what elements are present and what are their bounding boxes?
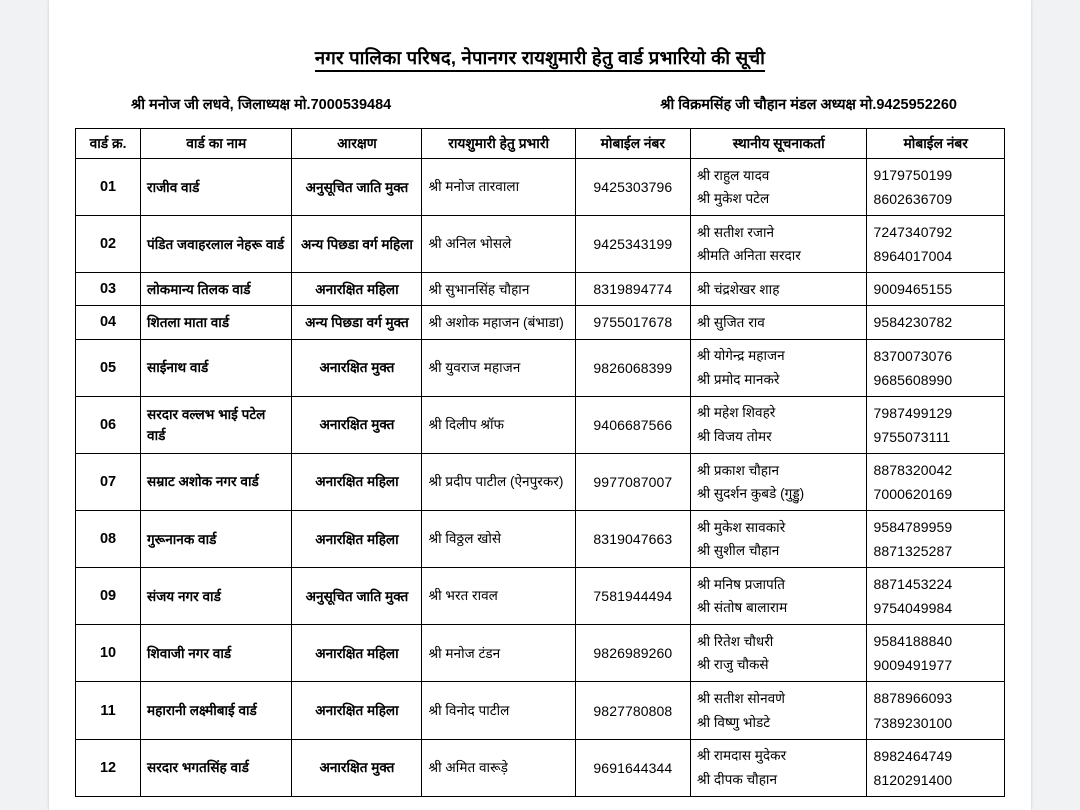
cell-mobile-informant: [867, 453, 1005, 510]
header-incharge: रायशुमारी हेतु प्रभारी: [422, 129, 575, 159]
cell-local-informant-line: श्री विजय तोमर: [696, 428, 772, 444]
table-row: [76, 159, 1005, 216]
cell-local-informant: [690, 568, 867, 625]
cell-local-informant-line: श्री मुकेश पटेल: [696, 191, 770, 207]
cell-local-informant: [690, 739, 867, 796]
cell-local-informant: [690, 396, 867, 453]
cell-incharge: श्री सुभानसिंह चौहान: [422, 273, 575, 306]
cell-ward-name: पंडित जवाहरलाल नेहरू वार्ड: [141, 216, 292, 273]
cell-mobile-incharge: 8319047663: [575, 510, 690, 567]
cell-incharge: श्री युवराज महाजन: [422, 339, 575, 396]
table-row: [76, 306, 1005, 339]
cell-incharge: श्री मनोज तारवाला: [422, 159, 575, 216]
cell-reservation: अन्य पिछडा वर्ग मुक्त: [292, 306, 422, 339]
cell-ward-name: सरदार भगतसिंह वार्ड: [141, 739, 292, 796]
cell-ward-number: 08: [76, 510, 141, 567]
ward-incharge-table: [75, 128, 1005, 797]
cell-ward-name: लोकमान्य तिलक वार्ड: [141, 273, 292, 306]
table-row: [76, 739, 1005, 796]
cell-ward-number: 05: [76, 339, 141, 396]
cell-mobile-informant-line: 9685608990: [873, 371, 953, 388]
cell-mobile-informant-line: 8982464749: [873, 747, 953, 764]
cell-local-informant-line: श्री चंद्रशेखर शाह: [696, 281, 780, 297]
cell-incharge: श्री दिलीप श्रॉफ: [422, 396, 575, 453]
cell-ward-name: सरदार वल्लभ भाई पटेल वार्ड: [141, 396, 292, 453]
cell-local-informant-line: श्री रितेश चौधरी: [696, 634, 774, 649]
cell-ward-name: सम्राट अशोक नगर वार्ड: [141, 453, 292, 510]
cell-local-informant-line: श्री संतोष बालाराम: [696, 600, 788, 616]
cell-reservation: अनारक्षित मुक्त: [292, 739, 422, 796]
cell-mobile-informant: [867, 159, 1005, 216]
cell-incharge: श्री अनिल भोसले: [422, 216, 575, 273]
cell-local-informant-line: श्री प्रमोद मानकरे: [696, 371, 780, 387]
cell-local-informant-line: श्री महेश शिवहरे: [696, 405, 776, 421]
cell-local-informant-line: श्रीमति अनिता सरदार: [696, 248, 801, 264]
cell-mobile-informant-line: 9584230782: [873, 314, 953, 331]
cell-mobile-informant: [867, 568, 1005, 625]
cell-mobile-incharge: 9977087007: [575, 453, 690, 510]
cell-local-informant: [690, 453, 867, 510]
header-mobile-2: मोबाईल नंबर: [867, 129, 1005, 159]
cell-incharge: श्री मनोज टंडन: [422, 625, 575, 682]
header-mobile-1: मोबाईल नंबर: [575, 129, 690, 159]
cell-mobile-incharge: 9406687566: [575, 396, 690, 453]
cell-mobile-informant-line: 8120291400: [873, 771, 953, 788]
cell-incharge: श्री प्रदीप पाटील (ऐनपुरकर): [422, 453, 575, 510]
cell-mobile-informant-line: 9584789959: [873, 518, 953, 535]
cell-incharge: श्री अशोक महाजन (बंभाडा): [422, 306, 575, 339]
cell-mobile-informant-line: 8871453224: [873, 576, 953, 593]
cell-reservation: अनारक्षित महिला: [292, 682, 422, 739]
cell-mobile-informant: [867, 682, 1005, 739]
cell-ward-number: 06: [76, 396, 141, 453]
cell-local-informant-line: श्री विष्णु भोडटे: [696, 714, 771, 730]
header-reservation: आरक्षण: [292, 129, 422, 159]
table-row: [76, 510, 1005, 567]
table-row: [76, 339, 1005, 396]
cell-mobile-informant: [867, 396, 1005, 453]
cell-ward-name: महारानी लक्ष्मीबाई वार्ड: [141, 682, 292, 739]
cell-incharge: श्री विनोद पाटील: [422, 682, 575, 739]
official-mandal-president: श्री विक्रमसिंह जी चौहान मंडल अध्यक्ष मो.9425952260: [660, 97, 957, 114]
header-ward-name: वार्ड का नाम: [141, 129, 292, 159]
cell-mobile-incharge: 9827780808: [575, 682, 690, 739]
cell-mobile-informant: [867, 273, 1005, 306]
cell-local-informant-line: श्री राजु चौकसे: [696, 657, 769, 673]
table-row: [76, 568, 1005, 625]
cell-mobile-informant-line: 8878320042: [873, 461, 953, 478]
cell-mobile-informant: [867, 216, 1005, 273]
officials-line: [81, 94, 999, 114]
table-body: [76, 159, 1005, 797]
cell-local-informant-line: श्री प्रकाश चौहान: [696, 462, 780, 478]
cell-ward-name: साईनाथ वार्ड: [141, 339, 292, 396]
table-row: [76, 273, 1005, 306]
cell-local-informant: [690, 306, 867, 339]
cell-mobile-informant-line: 9009491977: [873, 657, 953, 674]
cell-mobile-informant-line: 9754049984: [873, 600, 953, 617]
cell-ward-number: 07: [76, 453, 141, 510]
cell-reservation: अनारक्षित मुक्त: [292, 339, 422, 396]
cell-mobile-informant-line: 8878966093: [873, 690, 953, 707]
cell-ward-name: शितला माता वार्ड: [141, 306, 292, 339]
cell-local-informant-line: श्री सुजित राव: [696, 314, 765, 330]
cell-ward-number: 02: [76, 216, 141, 273]
cell-incharge: श्री भरत रावल: [422, 568, 575, 625]
cell-ward-name: संजय नगर वार्ड: [141, 568, 292, 625]
cell-reservation: अनारक्षित महिला: [292, 625, 422, 682]
cell-incharge: श्री विठ्ठल खोसे: [422, 510, 575, 567]
cell-mobile-informant-line: 7987499129: [873, 404, 953, 421]
cell-local-informant: [690, 682, 867, 739]
cell-local-informant-line: श्री सतीश सोनवणे: [696, 691, 785, 707]
cell-local-informant-line: श्री योगेन्द्र महाजन: [696, 348, 785, 364]
table-row: [76, 216, 1005, 273]
cell-mobile-informant: [867, 339, 1005, 396]
cell-local-informant-line: श्री सुदर्शन कुबडे (गुड्डु): [696, 485, 805, 501]
cell-mobile-incharge: 9691644344: [575, 739, 690, 796]
cell-ward-number: 09: [76, 568, 141, 625]
cell-mobile-incharge: 9826068399: [575, 339, 690, 396]
cell-ward-name: राजीव वार्ड: [141, 159, 292, 216]
document-page: [49, 0, 1031, 810]
cell-mobile-incharge: 8319894774: [575, 273, 690, 306]
cell-reservation: अन्य पिछडा वर्ग महिला: [292, 216, 422, 273]
cell-mobile-informant: [867, 625, 1005, 682]
cell-local-informant: [690, 625, 867, 682]
cell-ward-number: 03: [76, 273, 141, 306]
cell-reservation: अनारक्षित महिला: [292, 510, 422, 567]
cell-mobile-informant-line: 9009465155: [873, 281, 953, 298]
header-local-informant: स्थानीय सूचनाकर्ता: [690, 129, 867, 159]
cell-mobile-informant: [867, 306, 1005, 339]
cell-reservation: अनुसूचित जाति मुक्त: [292, 568, 422, 625]
cell-mobile-informant-line: 7389230100: [873, 714, 953, 731]
cell-mobile-informant-line: 9755073111: [873, 428, 951, 445]
cell-local-informant-line: श्री सतीश रजाने: [696, 224, 775, 240]
cell-mobile-informant-line: 9179750199: [873, 167, 953, 184]
cell-mobile-incharge: 9826989260: [575, 625, 690, 682]
cell-mobile-incharge: 9425303796: [575, 159, 690, 216]
cell-local-informant-line: श्री राहुल यादव: [696, 167, 770, 183]
cell-incharge: श्री अमित वारूड़े: [422, 739, 575, 796]
cell-mobile-informant-line: 7247340792: [873, 224, 953, 241]
cell-local-informant-line: श्री सुशील चौहान: [696, 543, 780, 559]
cell-reservation: अनुसूचित जाति मुक्त: [292, 159, 422, 216]
cell-ward-name: शिवाजी नगर वार्ड: [141, 625, 292, 682]
cell-mobile-informant: [867, 510, 1005, 567]
cell-ward-number: 10: [76, 625, 141, 682]
cell-mobile-informant-line: 9584188840: [873, 633, 953, 650]
official-district-president: श्री मनोज जी लधवे, जिलाध्यक्ष मो.7000539484: [131, 97, 392, 114]
cell-local-informant: [690, 339, 867, 396]
cell-ward-number: 04: [76, 306, 141, 339]
cell-local-informant: [690, 216, 867, 273]
cell-local-informant-line: श्री दीपक चौहान: [696, 771, 777, 787]
cell-ward-number: 12: [76, 739, 141, 796]
table-row: [76, 682, 1005, 739]
cell-ward-name: गुरूनानक वार्ड: [141, 510, 292, 567]
cell-local-informant-line: श्री मुकेश सावकारे: [696, 519, 786, 535]
cell-local-informant: [690, 159, 867, 216]
cell-ward-number: 01: [76, 159, 141, 216]
cell-reservation: अनारक्षित महिला: [292, 273, 422, 306]
cell-mobile-incharge: 9755017678: [575, 306, 690, 339]
cell-local-informant-line: श्री मनिष प्रजापति: [696, 576, 786, 592]
table-row: [76, 396, 1005, 453]
table-row: [76, 453, 1005, 510]
header-ward-number: वार्ड क्र.: [76, 129, 141, 159]
cell-mobile-incharge: 9425343199: [575, 216, 690, 273]
table-row: [76, 625, 1005, 682]
cell-reservation: अनारक्षित महिला: [292, 453, 422, 510]
cell-local-informant: [690, 510, 867, 567]
cell-mobile-incharge: 7581944494: [575, 568, 690, 625]
table-header-row: [76, 129, 1005, 159]
page-title-text: नगर पालिका परिषद, नेपानगर रायशुमारी हेतु वार्ड प्रभारियो की सूची: [315, 47, 765, 72]
cell-local-informant-line: श्री रामदास मुदेकर: [696, 748, 787, 764]
cell-mobile-informant-line: 8964017004: [873, 248, 953, 265]
cell-mobile-informant-line: 8871325287: [873, 543, 953, 560]
cell-reservation: अनारक्षित मुक्त: [292, 396, 422, 453]
cell-mobile-informant-line: 8370073076: [873, 347, 953, 364]
cell-ward-number: 11: [76, 682, 141, 739]
page-title: [75, 46, 1005, 70]
cell-mobile-informant: [867, 739, 1005, 796]
cell-local-informant: [690, 273, 867, 306]
cell-mobile-informant-line: 8602636709: [873, 191, 953, 208]
cell-mobile-informant-line: 7000620169: [873, 485, 953, 502]
